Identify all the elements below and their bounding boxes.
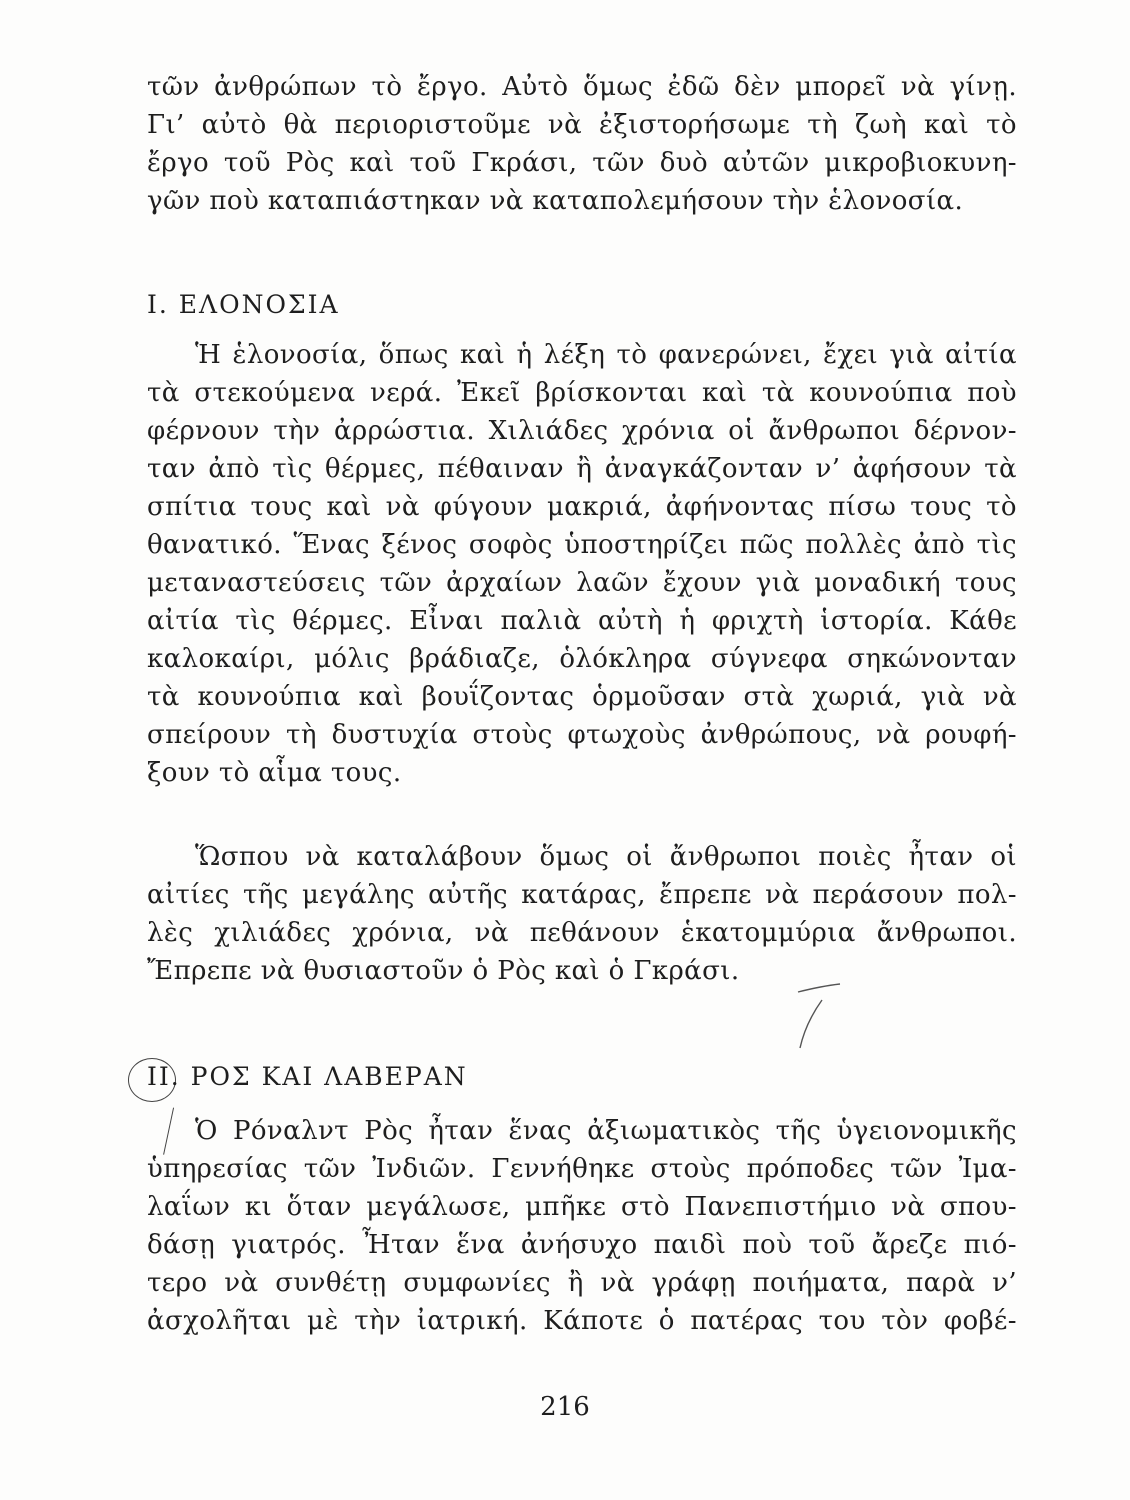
section-heading-1: I. ΕΛΟΝΟΣΙΑ — [147, 290, 340, 319]
text-line: λὲς χιλιάδες χρόνια, νὰ πεθάνουν ἑκατομμύρια ἄνθρωποι. — [147, 918, 1017, 948]
text-line: Ὁ Ρόναλντ Ρὸς ἦταν ἕνας ἀξιωματικὸς τῆς ὑγειονομικῆς — [195, 1116, 1017, 1146]
text-line: σπείρουν τὴ δυστυχία στοὺς φτωχοὺς ἀνθρώπους, νὰ ρουφή- — [147, 720, 1017, 750]
text-line: τερο νὰ συνθέτῃ συμφωνίες ἢ νὰ γράφῃ ποιήματα, παρὰ ν’ — [147, 1268, 1017, 1298]
text-line: γῶν ποὺ καταπιάστηκαν νὰ καταπολεμήσουν τὴν ἑλονοσία. — [147, 186, 964, 216]
text-line: Γι’ αὐτὸ θὰ περιοριστοῦμε νὰ ἐξιστορήσωμε τὴ ζωὴ καὶ τὸ — [147, 110, 1017, 140]
text-line: δάσῃ γιατρός. Ἦταν ἕνα ἀνήσυχο παιδὶ ποὺ τοῦ ἄρεζε πιό- — [147, 1230, 1017, 1260]
text-line: αἰτία τὶς θέρμες. Εἶναι παλιὰ αὐτὴ ἡ φριχτὴ ἱστορία. Κάθε — [147, 606, 1017, 636]
text-line: ὑπηρεσίας τῶν Ἰνδιῶν. Γεννήθηκε στοὺς πρόποδες τῶν Ἰμα- — [147, 1154, 1017, 1184]
text-line: Ἔπρεπε νὰ θυσιαστοῦν ὁ Ρὸς καὶ ὁ Γκράσι. — [147, 956, 740, 986]
text-line: τῶν ἀνθρώπων τὸ ἔργο. Αὐτὸ ὅμως ἐδῶ δὲν μπορεῖ νὰ γίνῃ. — [147, 72, 1017, 102]
intro-paragraph — [147, 68, 1017, 220]
text-line: Ὥσπου νὰ καταλάβουν ὅμως οἱ ἄνθρωποι ποιὲς ἦταν οἱ — [195, 842, 1017, 872]
page-number: 216 — [540, 1392, 590, 1422]
text-line: ταν ἀπὸ τὶς θέρμες, πέθαιναν ἢ ἀναγκάζονταν ν’ ἀφήσουν τὰ — [147, 454, 1017, 484]
text-line: καλοκαίρι, μόλις βράδιαζε, ὁλόκληρα σύγνεφα σηκώνονταν — [147, 644, 1017, 674]
section-heading-2: II. ΡΟΣ ΚΑΙ ΛΑΒΕΡΑΝ — [147, 1062, 468, 1091]
text-line: φέρνουν τὴν ἀρρώστια. Χιλιάδες χρόνια οἱ ἄνθρωποι δέρνον- — [147, 416, 1017, 446]
text-line: Ἡ ἑλονοσία, ὅπως καὶ ἡ λέξη τὸ φανερώνει, ἔχει γιὰ αἰτία — [195, 340, 1017, 370]
text-line: σπίτια τους καὶ νὰ φύγουν μακριά, ἀφήνοντας πίσω τους τὸ — [147, 492, 1017, 522]
text-line: ἀσχολῆται μὲ τὴν ἰατρική. Κάποτε ὁ πατέρας του τὸν φοβέ- — [147, 1306, 1017, 1336]
pencil-stroke-mark — [792, 982, 842, 1052]
text-line: τὰ στεκούμενα νερά. Ἐκεῖ βρίσκονται καὶ τὰ κουνούπια ποὺ — [147, 378, 1017, 408]
section1-paragraph-2 — [147, 838, 1017, 990]
section2-paragraph-1 — [147, 1112, 1017, 1340]
text-line: μεταναστεύσεις τῶν ἀρχαίων λαῶν ἔχουν γιὰ μοναδική τους — [147, 568, 1017, 598]
text-line: θανατικό. Ἕνας ξένος σοφὸς ὑποστηρίζει πῶς πολλὲς ἀπὸ τὶς — [147, 530, 1017, 560]
text-line: λαΐων κι ὅταν μεγάλωσε, μπῆκε στὸ Πανεπιστήμιο νὰ σπου- — [147, 1192, 1017, 1222]
section1-paragraph-1 — [147, 336, 1017, 792]
text-line: αἰτίες τῆς μεγάλης αὐτῆς κατάρας, ἔπρεπε νὰ περάσουν πολ- — [147, 880, 1017, 910]
text-line: τὰ κουνούπια καὶ βουΐζοντας ὁρμοῦσαν στὰ χωριά, γιὰ νὰ — [147, 682, 1017, 712]
text-line: ξουν τὸ αἷμα τους. — [147, 758, 402, 788]
text-line: ἔργο τοῦ Ρὸς καὶ τοῦ Γκράσι, τῶν δυὸ αὐτῶν μικροβιοκυνη- — [147, 148, 1017, 178]
